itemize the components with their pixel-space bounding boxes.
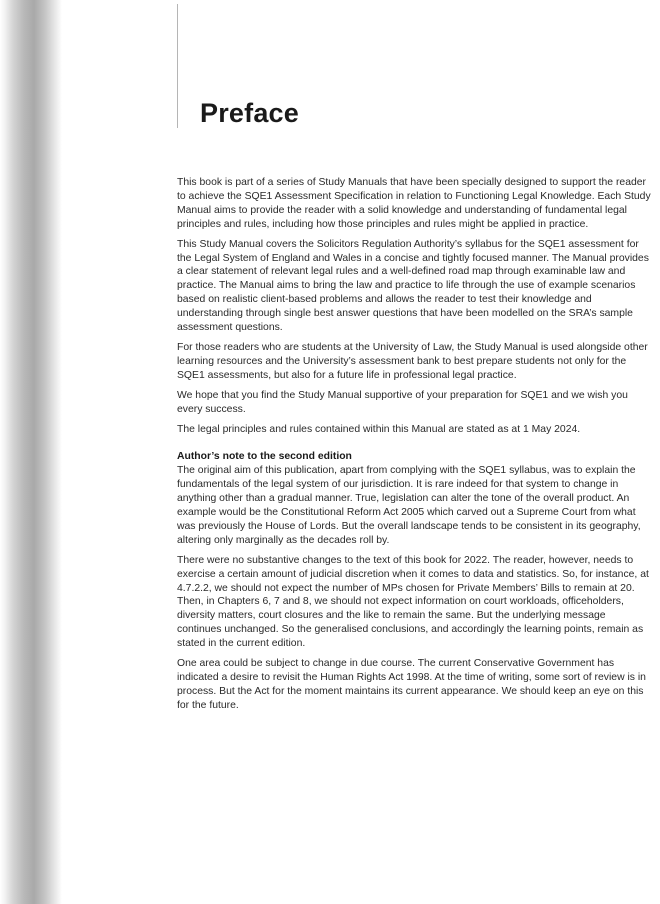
preface-paragraph: The legal principles and rules contained within this Manual are stated as at 1 May 2024.	[177, 423, 581, 435]
preface-paragraph: We hope that you find the Study Manual supportive of your preparation for SQE1 and we wish you every success.	[177, 389, 628, 415]
page-title: Preface	[200, 98, 299, 128]
preface-paragraph: For those readers who are students at the University of Law, the Study Manual is used alongside other learning resources and the University’s assessment bank to best prepare students not only for the SQE1 assessments, but also for a future life in professional legal practice.	[177, 341, 648, 381]
authors-note-paragraph: One area could be subject to change in due course. The current Conservative Government has indicated a desire to revisit the Human Rights Act 1998. At the time of writing, some sort of review is in process. But the Act for the moment maintains its current appearance. We should keep an eye on this for the future.	[177, 658, 646, 711]
page-body	[177, 176, 651, 719]
authors-note-heading: Author’s note to the second edition	[177, 451, 352, 463]
authors-note-paragraph: There were no substantive changes to the text of this book for 2022. The reader, however, needs to exercise a certain amount of judicial discretion when it comes to data and statistics. So, for instance, at 4.7.2.2, we should not expect the number of MPs chosen for Private Members’ Bills to remain at 20. Then, in Chapters 6, 7 and 8, we should not expect information on court workloads, officeholders, diversity matters, court closures and the like to remain the same. But the underlying message continues unchanged. So the generalised conclusions, and accordingly the learning points, remain as stated in the current edition.	[177, 554, 649, 650]
preface-paragraph: This book is part of a series of Study Manuals that have been specially designed to support the reader to achieve the SQE1 Assessment Specification in relation to Functioning Legal Knowledge. Each Study Manual aims to provide the reader with a solid knowledge and understanding of fundamental legal principles and rules, including how those principles and rules might be applied in practice.	[177, 177, 651, 230]
book-spine-shadow	[0, 0, 62, 904]
authors-note-paragraph: The original aim of this publication, apart from complying with the SQE1 syllabus, was to explain the fundamentals of the legal system of our jurisdiction. It is rare indeed for that system to change in anything other than a gradual manner. True, legislation can alter the tone of the overall product. An example would be the Constitutional Reform Act 2005 which carved out a Supreme Court from what was previously the House of Lords. But the overall landscape tends to be consistent in its geography, altering only marginally as the decades roll by.	[177, 465, 641, 546]
preface-paragraph: This Study Manual covers the Solicitors Regulation Authority’s syllabus for the SQE1 assessment for the Legal System of England and Wales in a concise and tightly focused manner. The Manual provides a clear statement of relevant legal rules and a well-defined road map through examinable law and practice. The Manual aims to bring the law and practice to life through the use of example scenarios based on realistic client-based problems and allows the reader to test their knowledge and understanding through single best answer questions that have been modelled on the SRA’s sample assessment questions.	[177, 238, 649, 334]
heading-rule	[177, 4, 178, 128]
